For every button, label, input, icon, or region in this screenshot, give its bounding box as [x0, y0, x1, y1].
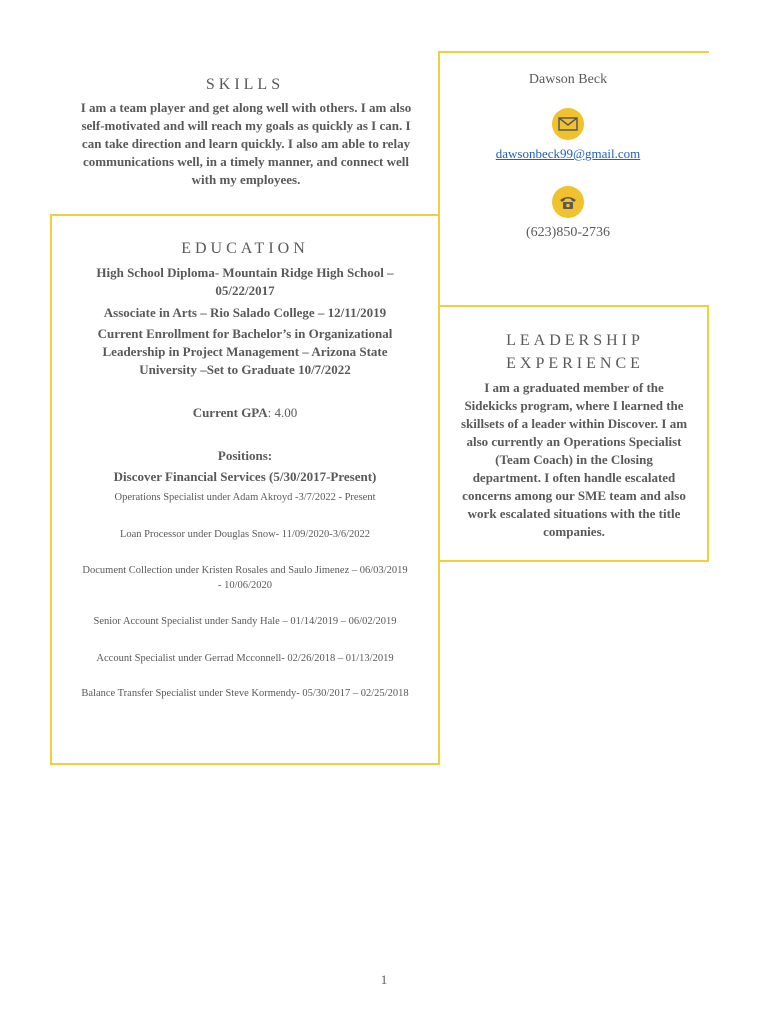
leadership-text: I am a graduated member of the Sidekicks program, where I learned the skillsets of a leader within Discover. I am also currently an Operations Specialist (Team Coach) in the Closing department. I often handle escalated concerns among our SME team and also work escalated situations with the title companies. — [460, 380, 688, 539]
page-number: 1 — [380, 972, 388, 987]
position-item: Loan Processor under Douglas Snow- 11/09/2020-3/6/2022 — [119, 529, 371, 540]
divider-line — [50, 214, 440, 216]
position-item: Account Specialist under Gerrad Mcconnell- 02/26/2018 – 01/13/2019 — [96, 653, 394, 664]
position-item: Document Collection under Kristen Rosales and Saulo Jimenez – 06/03/2019 - 10/06/2020 — [82, 565, 408, 591]
gpa-label: Current GPA — [192, 405, 268, 420]
leadership-heading: LEADERSHIP — [506, 332, 644, 349]
contact-name: Dawson Beck — [528, 72, 608, 87]
education-entry: High School Diploma- Mountain Ridge High School – 05/22/2017 — [96, 265, 394, 298]
employer: Discover Financial Services (5/30/2017-Present) — [113, 469, 377, 484]
gpa-line — [80, 405, 410, 421]
education-entry: Current Enrollment for Bachelor’s in Organizational Leadership in Project Management – Arizona State University –Set to Graduate 10/7/2022 — [97, 326, 393, 377]
envelope-icon — [552, 108, 584, 140]
telephone-icon — [552, 186, 584, 218]
position-item: Operations Specialist under Adam Akroyd -3/7/2022 - Present — [114, 492, 376, 503]
education-entry: Associate in Arts – Rio Salado College – 12/11/2019 — [103, 305, 387, 320]
gpa-value: : 4.00 — [267, 405, 298, 420]
divider-line — [707, 305, 709, 562]
divider-line — [438, 305, 709, 307]
skills-heading: SKILLS — [205, 76, 285, 93]
skills-text: I am a team player and get along well with others. I am also self-motivated and will reach my goals as quickly as I can. I can take direction and learn quickly. I also am able to relay communications well, in a timely manner, and connect well with my employees. — [80, 100, 412, 187]
divider-line — [50, 214, 52, 765]
leadership-heading: EXPERIENCE — [506, 355, 644, 372]
divider-line — [438, 560, 709, 562]
phone-number: (623)850-2736 — [526, 225, 610, 240]
positions-label: Positions: — [217, 448, 273, 463]
divider-line — [438, 51, 709, 53]
email-link[interactable]: dawsonbeck99@gmail.com — [495, 146, 641, 161]
education-heading: EDUCATION — [181, 240, 309, 257]
divider-line — [50, 763, 440, 765]
position-item: Senior Account Specialist under Sandy Hale – 01/14/2019 – 06/02/2019 — [93, 616, 397, 627]
position-item: Balance Transfer Specialist under Steve Kormendy- 05/30/2017 – 02/25/2018 — [81, 688, 409, 699]
